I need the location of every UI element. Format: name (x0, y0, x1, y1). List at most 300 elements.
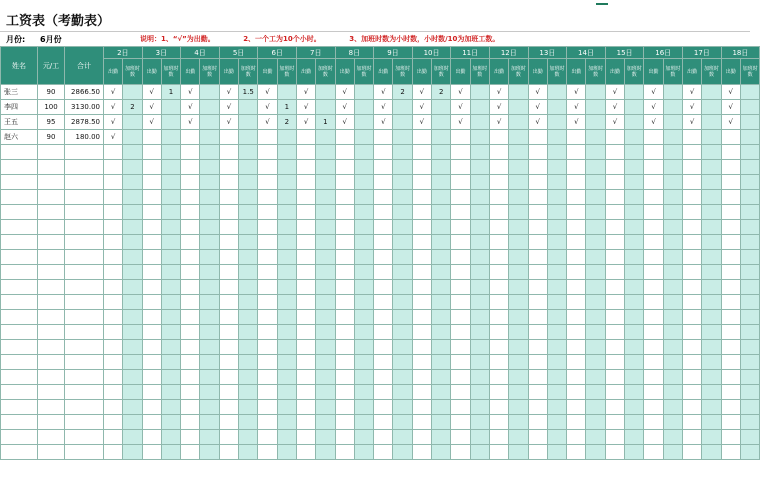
attendance-cell[interactable] (528, 280, 547, 295)
rate-cell[interactable]: 95 (38, 115, 65, 130)
overtime-cell[interactable] (354, 400, 373, 415)
attendance-cell[interactable] (142, 310, 161, 325)
attendance-cell[interactable] (335, 430, 354, 445)
overtime-cell[interactable] (663, 310, 682, 325)
overtime-cell[interactable] (161, 310, 180, 325)
attendance-cell[interactable] (258, 415, 277, 430)
overtime-cell[interactable] (432, 280, 451, 295)
attendance-cell[interactable]: √ (489, 100, 508, 115)
overtime-cell[interactable] (586, 100, 605, 115)
attendance-cell[interactable] (258, 190, 277, 205)
total-cell[interactable] (65, 400, 104, 415)
overtime-cell[interactable] (547, 385, 566, 400)
overtime-cell[interactable] (509, 400, 528, 415)
attendance-cell[interactable] (374, 340, 393, 355)
attendance-cell[interactable] (374, 280, 393, 295)
attendance-cell[interactable] (181, 325, 200, 340)
attendance-cell[interactable] (374, 370, 393, 385)
overtime-cell[interactable] (200, 325, 219, 340)
overtime-cell[interactable] (470, 445, 489, 460)
attendance-cell[interactable] (412, 370, 431, 385)
attendance-cell[interactable] (489, 220, 508, 235)
attendance-cell[interactable] (721, 160, 740, 175)
overtime-cell[interactable] (239, 280, 258, 295)
total-cell[interactable] (65, 355, 104, 370)
overtime-cell[interactable] (123, 115, 142, 130)
overtime-cell[interactable] (470, 280, 489, 295)
attendance-cell[interactable] (644, 310, 663, 325)
overtime-cell[interactable] (123, 325, 142, 340)
overtime-cell[interactable] (586, 235, 605, 250)
attendance-cell[interactable] (374, 235, 393, 250)
attendance-cell[interactable] (644, 265, 663, 280)
overtime-cell[interactable] (277, 370, 296, 385)
attendance-cell[interactable]: √ (451, 115, 470, 130)
attendance-cell[interactable] (219, 175, 238, 190)
attendance-cell[interactable] (528, 190, 547, 205)
overtime-cell[interactable] (509, 385, 528, 400)
overtime-cell[interactable] (200, 100, 219, 115)
overtime-cell[interactable] (702, 85, 721, 100)
overtime-cell[interactable] (316, 280, 335, 295)
overtime-cell[interactable] (354, 325, 373, 340)
overtime-cell[interactable] (740, 295, 759, 310)
attendance-cell[interactable] (104, 205, 123, 220)
overtime-cell[interactable] (509, 85, 528, 100)
attendance-cell[interactable] (219, 415, 238, 430)
attendance-cell[interactable] (605, 205, 624, 220)
total-cell[interactable] (65, 340, 104, 355)
attendance-cell[interactable] (567, 130, 586, 145)
overtime-cell[interactable] (740, 115, 759, 130)
overtime-cell[interactable] (161, 220, 180, 235)
attendance-cell[interactable] (335, 400, 354, 415)
attendance-cell[interactable] (374, 445, 393, 460)
overtime-cell[interactable] (470, 310, 489, 325)
attendance-cell[interactable] (644, 295, 663, 310)
overtime-cell[interactable] (393, 220, 412, 235)
overtime-cell[interactable] (470, 265, 489, 280)
overtime-cell[interactable] (200, 445, 219, 460)
overtime-cell[interactable] (277, 340, 296, 355)
overtime-cell[interactable] (432, 145, 451, 160)
attendance-cell[interactable] (721, 370, 740, 385)
overtime-cell[interactable] (470, 430, 489, 445)
overtime-cell[interactable] (161, 430, 180, 445)
attendance-cell[interactable]: √ (142, 100, 161, 115)
attendance-cell[interactable] (489, 265, 508, 280)
overtime-cell[interactable] (663, 250, 682, 265)
total-cell[interactable]: 180.00 (65, 130, 104, 145)
overtime-cell[interactable] (393, 190, 412, 205)
attendance-cell[interactable] (374, 130, 393, 145)
attendance-cell[interactable] (412, 415, 431, 430)
attendance-cell[interactable] (528, 175, 547, 190)
attendance-cell[interactable] (644, 220, 663, 235)
overtime-cell[interactable] (393, 310, 412, 325)
attendance-cell[interactable] (489, 400, 508, 415)
overtime-cell[interactable] (432, 355, 451, 370)
attendance-cell[interactable] (644, 130, 663, 145)
attendance-cell[interactable] (412, 400, 431, 415)
attendance-cell[interactable]: √ (374, 85, 393, 100)
overtime-cell[interactable] (740, 325, 759, 340)
attendance-cell[interactable]: √ (683, 85, 702, 100)
attendance-cell[interactable]: √ (721, 115, 740, 130)
attendance-cell[interactable] (104, 175, 123, 190)
attendance-cell[interactable]: √ (142, 85, 161, 100)
overtime-cell[interactable] (200, 280, 219, 295)
overtime-cell[interactable] (354, 190, 373, 205)
attendance-cell[interactable] (644, 445, 663, 460)
attendance-cell[interactable] (181, 130, 200, 145)
attendance-cell[interactable] (412, 295, 431, 310)
attendance-cell[interactable] (258, 145, 277, 160)
overtime-cell[interactable] (625, 340, 644, 355)
overtime-cell[interactable] (586, 85, 605, 100)
overtime-cell[interactable] (239, 445, 258, 460)
overtime-cell[interactable] (663, 100, 682, 115)
attendance-cell[interactable] (412, 190, 431, 205)
attendance-cell[interactable] (605, 355, 624, 370)
employee-name-cell[interactable] (1, 190, 38, 205)
overtime-cell[interactable] (277, 175, 296, 190)
attendance-cell[interactable] (219, 190, 238, 205)
attendance-cell[interactable] (412, 175, 431, 190)
overtime-cell[interactable] (470, 400, 489, 415)
total-cell[interactable] (65, 295, 104, 310)
overtime-cell[interactable] (354, 310, 373, 325)
overtime-cell[interactable] (393, 265, 412, 280)
overtime-cell[interactable] (702, 220, 721, 235)
overtime-cell[interactable] (123, 400, 142, 415)
overtime-cell[interactable] (663, 445, 682, 460)
attendance-cell[interactable] (683, 415, 702, 430)
overtime-cell[interactable] (277, 160, 296, 175)
attendance-cell[interactable] (104, 415, 123, 430)
attendance-cell[interactable] (258, 175, 277, 190)
overtime-cell[interactable] (123, 280, 142, 295)
attendance-cell[interactable] (489, 430, 508, 445)
overtime-cell[interactable] (470, 160, 489, 175)
attendance-cell[interactable] (296, 445, 315, 460)
rate-cell[interactable] (38, 430, 65, 445)
overtime-cell[interactable] (200, 190, 219, 205)
overtime-cell[interactable] (316, 340, 335, 355)
attendance-cell[interactable] (605, 430, 624, 445)
attendance-cell[interactable] (451, 160, 470, 175)
attendance-cell[interactable] (219, 265, 238, 280)
attendance-cell[interactable]: √ (104, 100, 123, 115)
attendance-cell[interactable] (181, 430, 200, 445)
overtime-cell[interactable] (509, 130, 528, 145)
attendance-cell[interactable] (412, 145, 431, 160)
attendance-cell[interactable] (335, 250, 354, 265)
total-cell[interactable] (65, 310, 104, 325)
attendance-cell[interactable] (451, 355, 470, 370)
overtime-cell[interactable] (663, 145, 682, 160)
attendance-cell[interactable] (296, 130, 315, 145)
overtime-cell[interactable] (740, 205, 759, 220)
attendance-cell[interactable] (567, 400, 586, 415)
attendance-cell[interactable]: √ (683, 100, 702, 115)
attendance-cell[interactable] (489, 325, 508, 340)
attendance-cell[interactable] (528, 310, 547, 325)
attendance-cell[interactable] (104, 310, 123, 325)
overtime-cell[interactable] (354, 205, 373, 220)
attendance-cell[interactable] (721, 265, 740, 280)
overtime-cell[interactable] (470, 145, 489, 160)
overtime-cell[interactable] (740, 370, 759, 385)
attendance-cell[interactable] (142, 295, 161, 310)
rate-cell[interactable] (38, 265, 65, 280)
attendance-cell[interactable] (181, 205, 200, 220)
overtime-cell[interactable] (702, 400, 721, 415)
overtime-cell[interactable] (123, 235, 142, 250)
overtime-cell[interactable] (239, 310, 258, 325)
total-cell[interactable] (65, 430, 104, 445)
attendance-cell[interactable] (258, 160, 277, 175)
attendance-cell[interactable] (104, 370, 123, 385)
attendance-cell[interactable] (451, 190, 470, 205)
overtime-cell[interactable]: 1.5 (239, 85, 258, 100)
attendance-cell[interactable] (104, 430, 123, 445)
attendance-cell[interactable] (335, 220, 354, 235)
attendance-cell[interactable] (528, 370, 547, 385)
overtime-cell[interactable] (200, 430, 219, 445)
attendance-cell[interactable] (644, 160, 663, 175)
overtime-cell[interactable] (200, 235, 219, 250)
attendance-cell[interactable] (335, 160, 354, 175)
attendance-cell[interactable] (335, 310, 354, 325)
attendance-cell[interactable] (142, 160, 161, 175)
overtime-cell[interactable] (393, 115, 412, 130)
attendance-cell[interactable] (335, 385, 354, 400)
attendance-cell[interactable] (296, 310, 315, 325)
attendance-cell[interactable] (721, 280, 740, 295)
overtime-cell[interactable] (316, 160, 335, 175)
attendance-cell[interactable] (644, 250, 663, 265)
attendance-cell[interactable] (451, 130, 470, 145)
attendance-cell[interactable] (104, 445, 123, 460)
employee-name-cell[interactable]: 王五 (1, 115, 38, 130)
attendance-cell[interactable] (296, 355, 315, 370)
employee-name-cell[interactable] (1, 430, 38, 445)
overtime-cell[interactable] (316, 385, 335, 400)
attendance-cell[interactable] (104, 250, 123, 265)
overtime-cell[interactable] (740, 220, 759, 235)
attendance-cell[interactable] (335, 190, 354, 205)
overtime-cell[interactable] (740, 265, 759, 280)
overtime-cell[interactable] (123, 190, 142, 205)
attendance-cell[interactable] (567, 280, 586, 295)
attendance-cell[interactable] (258, 310, 277, 325)
overtime-cell[interactable] (316, 445, 335, 460)
overtime-cell[interactable] (316, 400, 335, 415)
overtime-cell[interactable] (161, 145, 180, 160)
overtime-cell[interactable] (393, 430, 412, 445)
overtime-cell[interactable] (586, 115, 605, 130)
attendance-cell[interactable] (451, 415, 470, 430)
attendance-cell[interactable]: √ (644, 115, 663, 130)
attendance-cell[interactable] (219, 400, 238, 415)
overtime-cell[interactable] (393, 370, 412, 385)
overtime-cell[interactable] (586, 385, 605, 400)
employee-name-cell[interactable] (1, 385, 38, 400)
overtime-cell[interactable] (702, 325, 721, 340)
attendance-cell[interactable] (258, 130, 277, 145)
overtime-cell[interactable] (239, 340, 258, 355)
overtime-cell[interactable] (625, 325, 644, 340)
overtime-cell[interactable] (547, 415, 566, 430)
overtime-cell[interactable] (354, 370, 373, 385)
overtime-cell[interactable] (200, 400, 219, 415)
attendance-cell[interactable] (567, 340, 586, 355)
attendance-cell[interactable] (412, 445, 431, 460)
overtime-cell[interactable] (393, 385, 412, 400)
attendance-cell[interactable] (721, 235, 740, 250)
attendance-cell[interactable] (489, 385, 508, 400)
attendance-cell[interactable] (296, 340, 315, 355)
overtime-cell[interactable] (663, 190, 682, 205)
attendance-cell[interactable]: √ (258, 100, 277, 115)
overtime-cell[interactable] (625, 385, 644, 400)
attendance-cell[interactable] (721, 325, 740, 340)
overtime-cell[interactable] (123, 250, 142, 265)
attendance-cell[interactable] (296, 430, 315, 445)
attendance-cell[interactable] (181, 220, 200, 235)
total-cell[interactable] (65, 445, 104, 460)
overtime-cell[interactable] (161, 115, 180, 130)
attendance-cell[interactable] (374, 385, 393, 400)
overtime-cell[interactable] (354, 85, 373, 100)
overtime-cell[interactable] (354, 220, 373, 235)
overtime-cell[interactable] (470, 370, 489, 385)
overtime-cell[interactable] (740, 385, 759, 400)
attendance-cell[interactable] (258, 265, 277, 280)
total-cell[interactable] (65, 385, 104, 400)
attendance-cell[interactable] (296, 175, 315, 190)
attendance-cell[interactable] (683, 400, 702, 415)
overtime-cell[interactable] (663, 115, 682, 130)
attendance-cell[interactable] (451, 310, 470, 325)
overtime-cell[interactable] (547, 265, 566, 280)
overtime-cell[interactable] (393, 130, 412, 145)
attendance-cell[interactable] (489, 145, 508, 160)
attendance-cell[interactable] (567, 205, 586, 220)
attendance-cell[interactable] (683, 295, 702, 310)
rate-cell[interactable] (38, 205, 65, 220)
overtime-cell[interactable] (663, 385, 682, 400)
attendance-cell[interactable] (721, 220, 740, 235)
overtime-cell[interactable] (354, 280, 373, 295)
overtime-cell[interactable] (509, 205, 528, 220)
attendance-cell[interactable] (644, 340, 663, 355)
overtime-cell[interactable] (740, 100, 759, 115)
attendance-cell[interactable] (605, 190, 624, 205)
overtime-cell[interactable] (663, 355, 682, 370)
attendance-cell[interactable] (567, 355, 586, 370)
overtime-cell[interactable] (547, 160, 566, 175)
employee-name-cell[interactable] (1, 145, 38, 160)
overtime-cell[interactable] (509, 295, 528, 310)
overtime-cell[interactable] (239, 175, 258, 190)
attendance-cell[interactable] (528, 220, 547, 235)
attendance-cell[interactable] (258, 325, 277, 340)
overtime-cell[interactable] (277, 310, 296, 325)
overtime-cell[interactable] (702, 235, 721, 250)
overtime-cell[interactable] (123, 145, 142, 160)
overtime-cell[interactable] (509, 100, 528, 115)
overtime-cell[interactable] (547, 400, 566, 415)
overtime-cell[interactable] (625, 415, 644, 430)
attendance-cell[interactable] (567, 160, 586, 175)
overtime-cell[interactable] (161, 190, 180, 205)
overtime-cell[interactable] (740, 235, 759, 250)
attendance-cell[interactable] (721, 445, 740, 460)
overtime-cell[interactable] (239, 400, 258, 415)
attendance-cell[interactable] (219, 250, 238, 265)
overtime-cell[interactable] (161, 250, 180, 265)
attendance-cell[interactable] (412, 385, 431, 400)
overtime-cell[interactable] (547, 220, 566, 235)
total-cell[interactable]: 2878.50 (65, 115, 104, 130)
overtime-cell[interactable] (354, 295, 373, 310)
overtime-cell[interactable]: 2 (393, 85, 412, 100)
attendance-cell[interactable] (489, 295, 508, 310)
employee-name-cell[interactable] (1, 280, 38, 295)
overtime-cell[interactable] (740, 355, 759, 370)
attendance-cell[interactable] (605, 145, 624, 160)
attendance-cell[interactable] (296, 160, 315, 175)
overtime-cell[interactable] (663, 400, 682, 415)
overtime-cell[interactable] (470, 190, 489, 205)
attendance-cell[interactable]: √ (258, 85, 277, 100)
attendance-cell[interactable] (142, 385, 161, 400)
overtime-cell[interactable] (200, 145, 219, 160)
overtime-cell[interactable] (625, 430, 644, 445)
overtime-cell[interactable] (586, 445, 605, 460)
overtime-cell[interactable] (509, 325, 528, 340)
overtime-cell[interactable] (470, 415, 489, 430)
overtime-cell[interactable] (277, 85, 296, 100)
overtime-cell[interactable] (316, 250, 335, 265)
overtime-cell[interactable] (702, 130, 721, 145)
overtime-cell[interactable] (239, 160, 258, 175)
attendance-cell[interactable] (181, 235, 200, 250)
overtime-cell[interactable] (123, 265, 142, 280)
attendance-cell[interactable] (451, 235, 470, 250)
overtime-cell[interactable] (239, 370, 258, 385)
attendance-cell[interactable] (451, 205, 470, 220)
overtime-cell[interactable] (547, 145, 566, 160)
attendance-cell[interactable] (605, 130, 624, 145)
overtime-cell[interactable] (740, 445, 759, 460)
overtime-cell[interactable] (547, 115, 566, 130)
overtime-cell[interactable] (432, 205, 451, 220)
attendance-cell[interactable] (567, 445, 586, 460)
overtime-cell[interactable] (200, 265, 219, 280)
attendance-cell[interactable] (181, 280, 200, 295)
attendance-cell[interactable] (567, 190, 586, 205)
overtime-cell[interactable] (161, 175, 180, 190)
attendance-cell[interactable] (644, 175, 663, 190)
overtime-cell[interactable] (393, 100, 412, 115)
attendance-cell[interactable] (296, 220, 315, 235)
attendance-cell[interactable] (683, 190, 702, 205)
overtime-cell[interactable] (200, 415, 219, 430)
overtime-cell[interactable] (200, 385, 219, 400)
